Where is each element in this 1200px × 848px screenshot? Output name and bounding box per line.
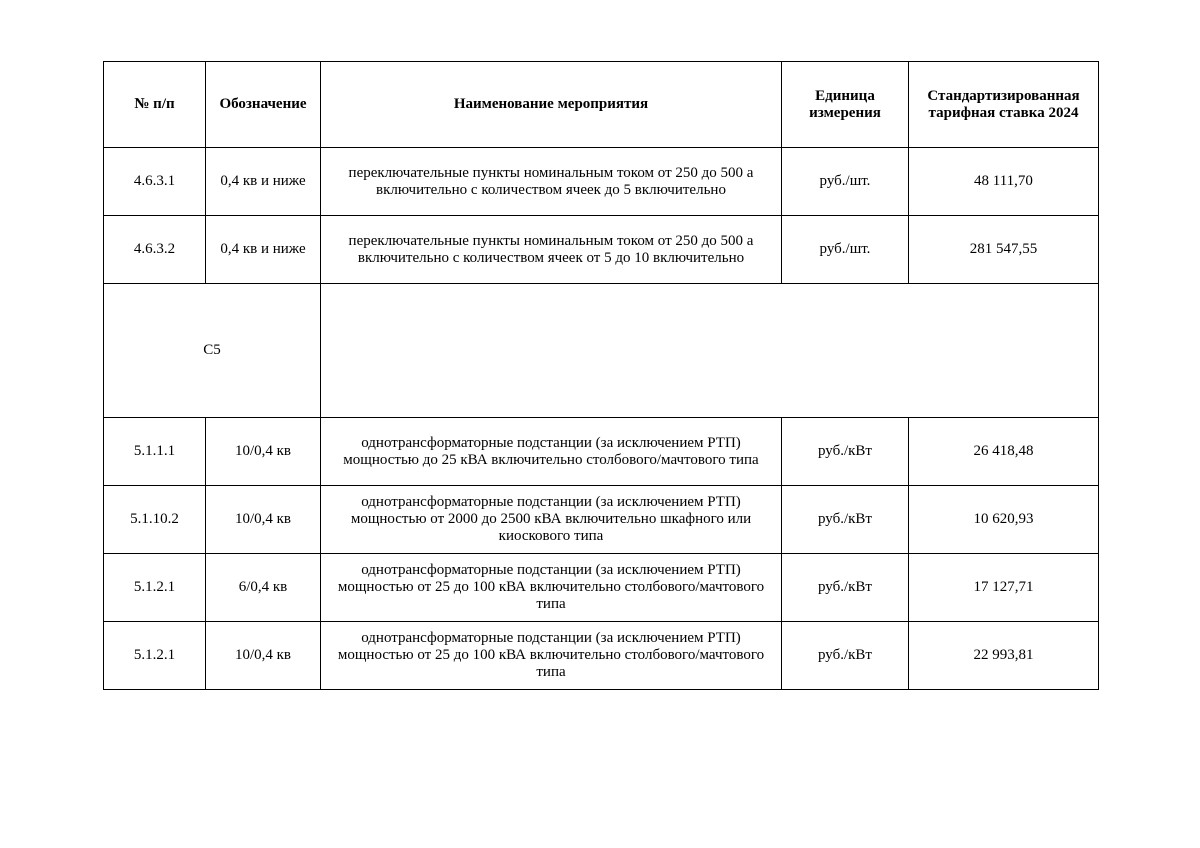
section-label: С5 <box>104 284 321 418</box>
cell-code: 10/0,4 кв <box>206 486 321 554</box>
table-row <box>104 216 1099 284</box>
cell-code: 0,4 кв и ниже <box>206 148 321 216</box>
cell-code: 10/0,4 кв <box>206 622 321 690</box>
cell-rate: 17 127,71 <box>909 554 1099 622</box>
header-unit: Единица измерения <box>782 62 909 148</box>
cell-unit: руб./кВт <box>782 486 909 554</box>
cell-rate: 281 547,55 <box>909 216 1099 284</box>
cell-name: однотрансформаторные подстанции (за исключением РТП) мощностью от 25 до 100 кВА включительно столбового/мачтового типа <box>321 622 782 690</box>
cell-name: переключательные пункты номинальным током от 250 до 500 а включительно с количеством ячеек до 5 включительно <box>321 148 782 216</box>
cell-unit: руб./кВт <box>782 554 909 622</box>
section-row <box>104 284 1099 418</box>
table-row <box>104 418 1099 486</box>
cell-num: 5.1.1.1 <box>104 418 206 486</box>
cell-num: 5.1.2.1 <box>104 554 206 622</box>
cell-unit: руб./шт. <box>782 216 909 284</box>
cell-num: 5.1.10.2 <box>104 486 206 554</box>
cell-rate: 10 620,93 <box>909 486 1099 554</box>
header-code: Обозначение <box>206 62 321 148</box>
cell-code: 0,4 кв и ниже <box>206 216 321 284</box>
cell-name: однотрансформаторные подстанции (за исключением РТП) мощностью до 25 кВА включительно столбового/мачтового типа <box>321 418 782 486</box>
table-row <box>104 486 1099 554</box>
tariff-table <box>103 61 1099 690</box>
cell-rate: 22 993,81 <box>909 622 1099 690</box>
table-row <box>104 622 1099 690</box>
cell-rate: 48 111,70 <box>909 148 1099 216</box>
cell-rate: 26 418,48 <box>909 418 1099 486</box>
cell-name: однотрансформаторные подстанции (за исключением РТП) мощностью от 25 до 100 кВА включительно столбового/мачтового типа <box>321 554 782 622</box>
header-num: № п/п <box>104 62 206 148</box>
table-header-row <box>104 62 1099 148</box>
cell-code: 6/0,4 кв <box>206 554 321 622</box>
table-row <box>104 554 1099 622</box>
cell-name: переключательные пункты номинальным током от 250 до 500 а включительно с количеством ячеек от 5 до 10 включительно <box>321 216 782 284</box>
cell-name: однотрансформаторные подстанции (за исключением РТП) мощностью от 2000 до 2500 кВА включительно шкафного или киоскового типа <box>321 486 782 554</box>
cell-unit: руб./кВт <box>782 418 909 486</box>
cell-num: 5.1.2.1 <box>104 622 206 690</box>
section-empty-cell <box>321 284 1099 418</box>
header-rate: Стандартизированная тарифная ставка 2024 <box>909 62 1099 148</box>
cell-num: 4.6.3.1 <box>104 148 206 216</box>
cell-unit: руб./кВт <box>782 622 909 690</box>
cell-unit: руб./шт. <box>782 148 909 216</box>
cell-code: 10/0,4 кв <box>206 418 321 486</box>
header-name: Наименование мероприятия <box>321 62 782 148</box>
table-row <box>104 148 1099 216</box>
cell-num: 4.6.3.2 <box>104 216 206 284</box>
